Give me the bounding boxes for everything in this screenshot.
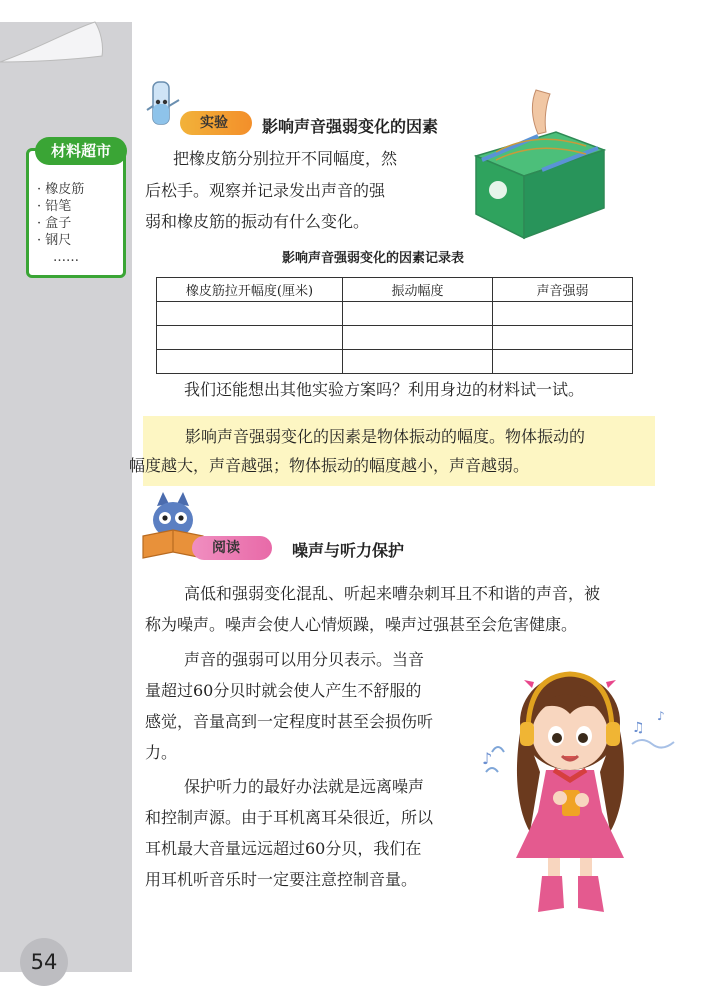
reading-para-line: 声音的强弱可以用分贝表示。当音 bbox=[184, 650, 425, 669]
conclusion-text bbox=[129, 422, 649, 480]
materials-list bbox=[37, 181, 84, 266]
table-cell bbox=[157, 350, 343, 374]
experiment-text-line: 弱和橡皮筋的振动有什么变化。 bbox=[145, 212, 370, 231]
materials-box bbox=[26, 142, 126, 278]
reading-para-line: 力。 bbox=[145, 743, 178, 762]
table-row bbox=[157, 326, 633, 350]
table-cell bbox=[343, 350, 493, 374]
table-header-cell: 振动幅度 bbox=[343, 278, 493, 302]
table-row bbox=[157, 302, 633, 326]
table-header-row bbox=[157, 278, 633, 302]
reading-para-line: 保护听力的最好办法就是远离噪声 bbox=[184, 777, 425, 796]
reading-para-line: 量超过60分贝时就会使人产生不舒服的 bbox=[145, 681, 422, 700]
reading-para-line: 称为噪声。噪声会使人心情烦躁，噪声过强甚至会危害健康。 bbox=[145, 615, 578, 634]
table-cell bbox=[343, 326, 493, 350]
table-cell bbox=[343, 302, 493, 326]
svg-text:♪: ♪ bbox=[482, 749, 493, 768]
conclusion-line: 幅度越大，声音越强；物体振动的幅度越小，声音越弱。 bbox=[129, 456, 530, 475]
table-cell bbox=[493, 302, 633, 326]
page-curl-decoration bbox=[0, 0, 132, 70]
table-cell bbox=[157, 302, 343, 326]
girl-with-headphones-illustration bbox=[482, 662, 682, 922]
svg-text:♫: ♫ bbox=[632, 720, 645, 736]
prompt-text: 我们还能想出其他实验方案吗？利用身边的材料试一试。 bbox=[184, 380, 585, 399]
record-table bbox=[156, 277, 633, 374]
test-tube-mascot-icon bbox=[145, 80, 185, 130]
materials-item: …… bbox=[53, 250, 79, 265]
experiment-text-line: 把橡皮筋分别拉开不同幅度，然 bbox=[173, 149, 398, 168]
table-caption: 影响声音强弱变化的因素记录表 bbox=[282, 251, 465, 266]
reading-badge: 阅读 bbox=[192, 536, 272, 560]
conclusion-box bbox=[129, 416, 655, 486]
svg-text:♪: ♪ bbox=[657, 709, 665, 723]
conclusion-line: 影响声音强弱变化的因素是物体振动的幅度。物体振动的 bbox=[185, 427, 586, 446]
table-row bbox=[157, 350, 633, 374]
table-cell bbox=[493, 326, 633, 350]
materials-item: · 钢尺 bbox=[37, 233, 72, 248]
table-header-cell: 声音强弱 bbox=[493, 278, 633, 302]
experiment-badge: 实验 bbox=[180, 111, 252, 135]
table-cell bbox=[493, 350, 633, 374]
materials-item: · 橡皮筋 bbox=[37, 182, 85, 197]
reading-para-line: 用耳机听音乐时一定要注意控制音量。 bbox=[145, 870, 418, 889]
materials-item: · 盒子 bbox=[37, 216, 72, 231]
materials-item: · 铅笔 bbox=[37, 199, 72, 214]
reading-title: 噪声与听力保护 bbox=[292, 541, 405, 560]
page-number: 54 bbox=[20, 938, 68, 986]
rubber-band-box-illustration bbox=[476, 90, 606, 240]
reading-para-line: 高低和强弱变化混乱、听起来嘈杂刺耳且不和谐的声音，被 bbox=[184, 584, 601, 603]
reading-para-line: 感觉，音量高到一定程度时甚至会损伤听 bbox=[145, 712, 434, 731]
experiment-text-line: 后松手。观察并记录发出声音的强 bbox=[145, 181, 386, 200]
table-cell bbox=[157, 326, 343, 350]
reading-para-line: 和控制声源。由于耳机离耳朵很近，所以 bbox=[145, 808, 434, 827]
materials-box-title: 材料超市 bbox=[35, 137, 127, 165]
reading-para-line: 耳机最大音量远远超过60分贝，我们在 bbox=[145, 839, 422, 858]
experiment-title: 影响声音强弱变化的因素 bbox=[262, 117, 439, 136]
table-header-cell: 橡皮筋拉开幅度(厘米) bbox=[157, 278, 343, 302]
